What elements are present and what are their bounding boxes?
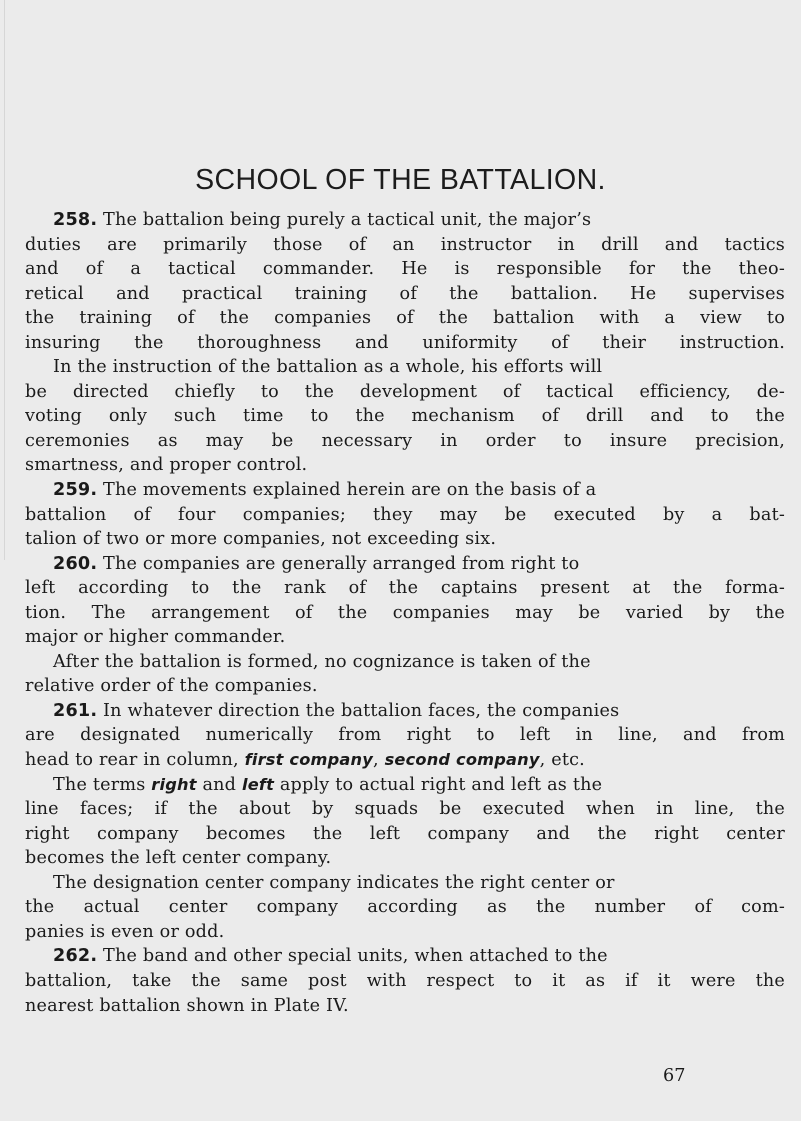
text-line <box>25 748 785 773</box>
text-line: duties are primarily those of an instructor in drill and tactics <box>25 234 785 255</box>
paragraph-number: 262. <box>53 946 98 967</box>
line-text: , etc. <box>539 750 585 771</box>
text-line: battalion of four companies; they may be executed by a bat- <box>25 504 785 525</box>
line-text: , <box>372 750 385 771</box>
page-number: 67 <box>663 1066 686 1086</box>
text-line <box>25 208 785 233</box>
line-text: apply to actual right and left as the <box>274 774 603 795</box>
text-line: becomes the left center company. <box>25 848 332 869</box>
paragraph-number: 258. <box>53 210 98 230</box>
text-line <box>25 552 785 577</box>
italic-term: second company <box>384 750 540 770</box>
line-text: The band and other special units, when attached to the <box>97 946 608 967</box>
text-line: the training of the companies of the battalion with a view to <box>25 308 785 329</box>
text-line: The designation center company indicates the right center or <box>53 872 615 893</box>
paragraph-number: 260. <box>53 553 98 574</box>
text-line: the actual center company according as the number of com- <box>25 897 785 918</box>
text-line: voting only such time to the mechanism of drill and to the <box>25 406 785 427</box>
text-line: right company becomes the left company and the right center <box>25 823 785 844</box>
text-line: relative order of the companies. <box>25 676 318 697</box>
text-line: In the instruction of the battalion as a whole, his efforts will <box>53 357 603 378</box>
text-line: battalion, take the same post with respect to it as if it were the <box>25 970 785 991</box>
line-text: The movements explained herein are on the basis of a <box>97 480 597 501</box>
line-text: head to rear in column, <box>25 750 245 771</box>
text-line: left according to the rank of the captains present at the forma- <box>25 578 785 599</box>
text-line: line faces; if the about by squads be executed when in line, the <box>25 799 785 820</box>
text-line <box>25 773 785 798</box>
text-line: be directed chiefly to the development of tactical efficiency, de- <box>25 381 785 402</box>
text-line <box>25 944 785 969</box>
text-line <box>25 478 785 503</box>
line-text: and <box>196 774 242 795</box>
text-line: ceremonies as may be necessary in order to insure precision, <box>25 430 785 451</box>
text-line: talion of two or more companies, not exceeding six. <box>25 529 497 550</box>
text-line <box>25 699 785 724</box>
text-line: and of a tactical commander. He is responsible for the theo- <box>25 259 785 280</box>
paragraph-number: 261. <box>53 700 98 721</box>
text-line: major or higher commander. <box>25 627 286 648</box>
italic-term: right <box>151 774 197 794</box>
line-text: The terms <box>53 774 152 795</box>
line-text: The companies are generally arranged from right to <box>97 553 580 574</box>
chapter-title: SCHOOL OF THE BATTALION. <box>195 164 606 196</box>
line-text: In whatever direction the battalion faces, the companies <box>97 700 620 721</box>
text-line: tion. The arrangement of the companies may be varied by the <box>25 602 785 623</box>
text-line: insuring the thoroughness and uniformity of their instruction. <box>25 332 785 353</box>
text-line: After the battalion is formed, no cognizance is taken of the <box>53 651 591 672</box>
line-text: The battalion being purely a tactical unit, the major’s <box>97 210 592 230</box>
body-text <box>25 208 785 1018</box>
text-line: smartness, and proper control. <box>25 455 308 476</box>
text-line: retical and practical training of the battalion. He supervises <box>25 283 785 304</box>
italic-term: first company <box>244 750 373 770</box>
italic-term: left <box>241 774 275 794</box>
paragraph-number: 259. <box>53 480 98 501</box>
text-line: nearest battalion shown in Plate IV. <box>25 995 349 1016</box>
text-line: panies is even or odd. <box>25 921 225 942</box>
page-edge-shadow <box>4 0 5 560</box>
text-line: are designated numerically from right to left in line, and from <box>25 725 785 746</box>
